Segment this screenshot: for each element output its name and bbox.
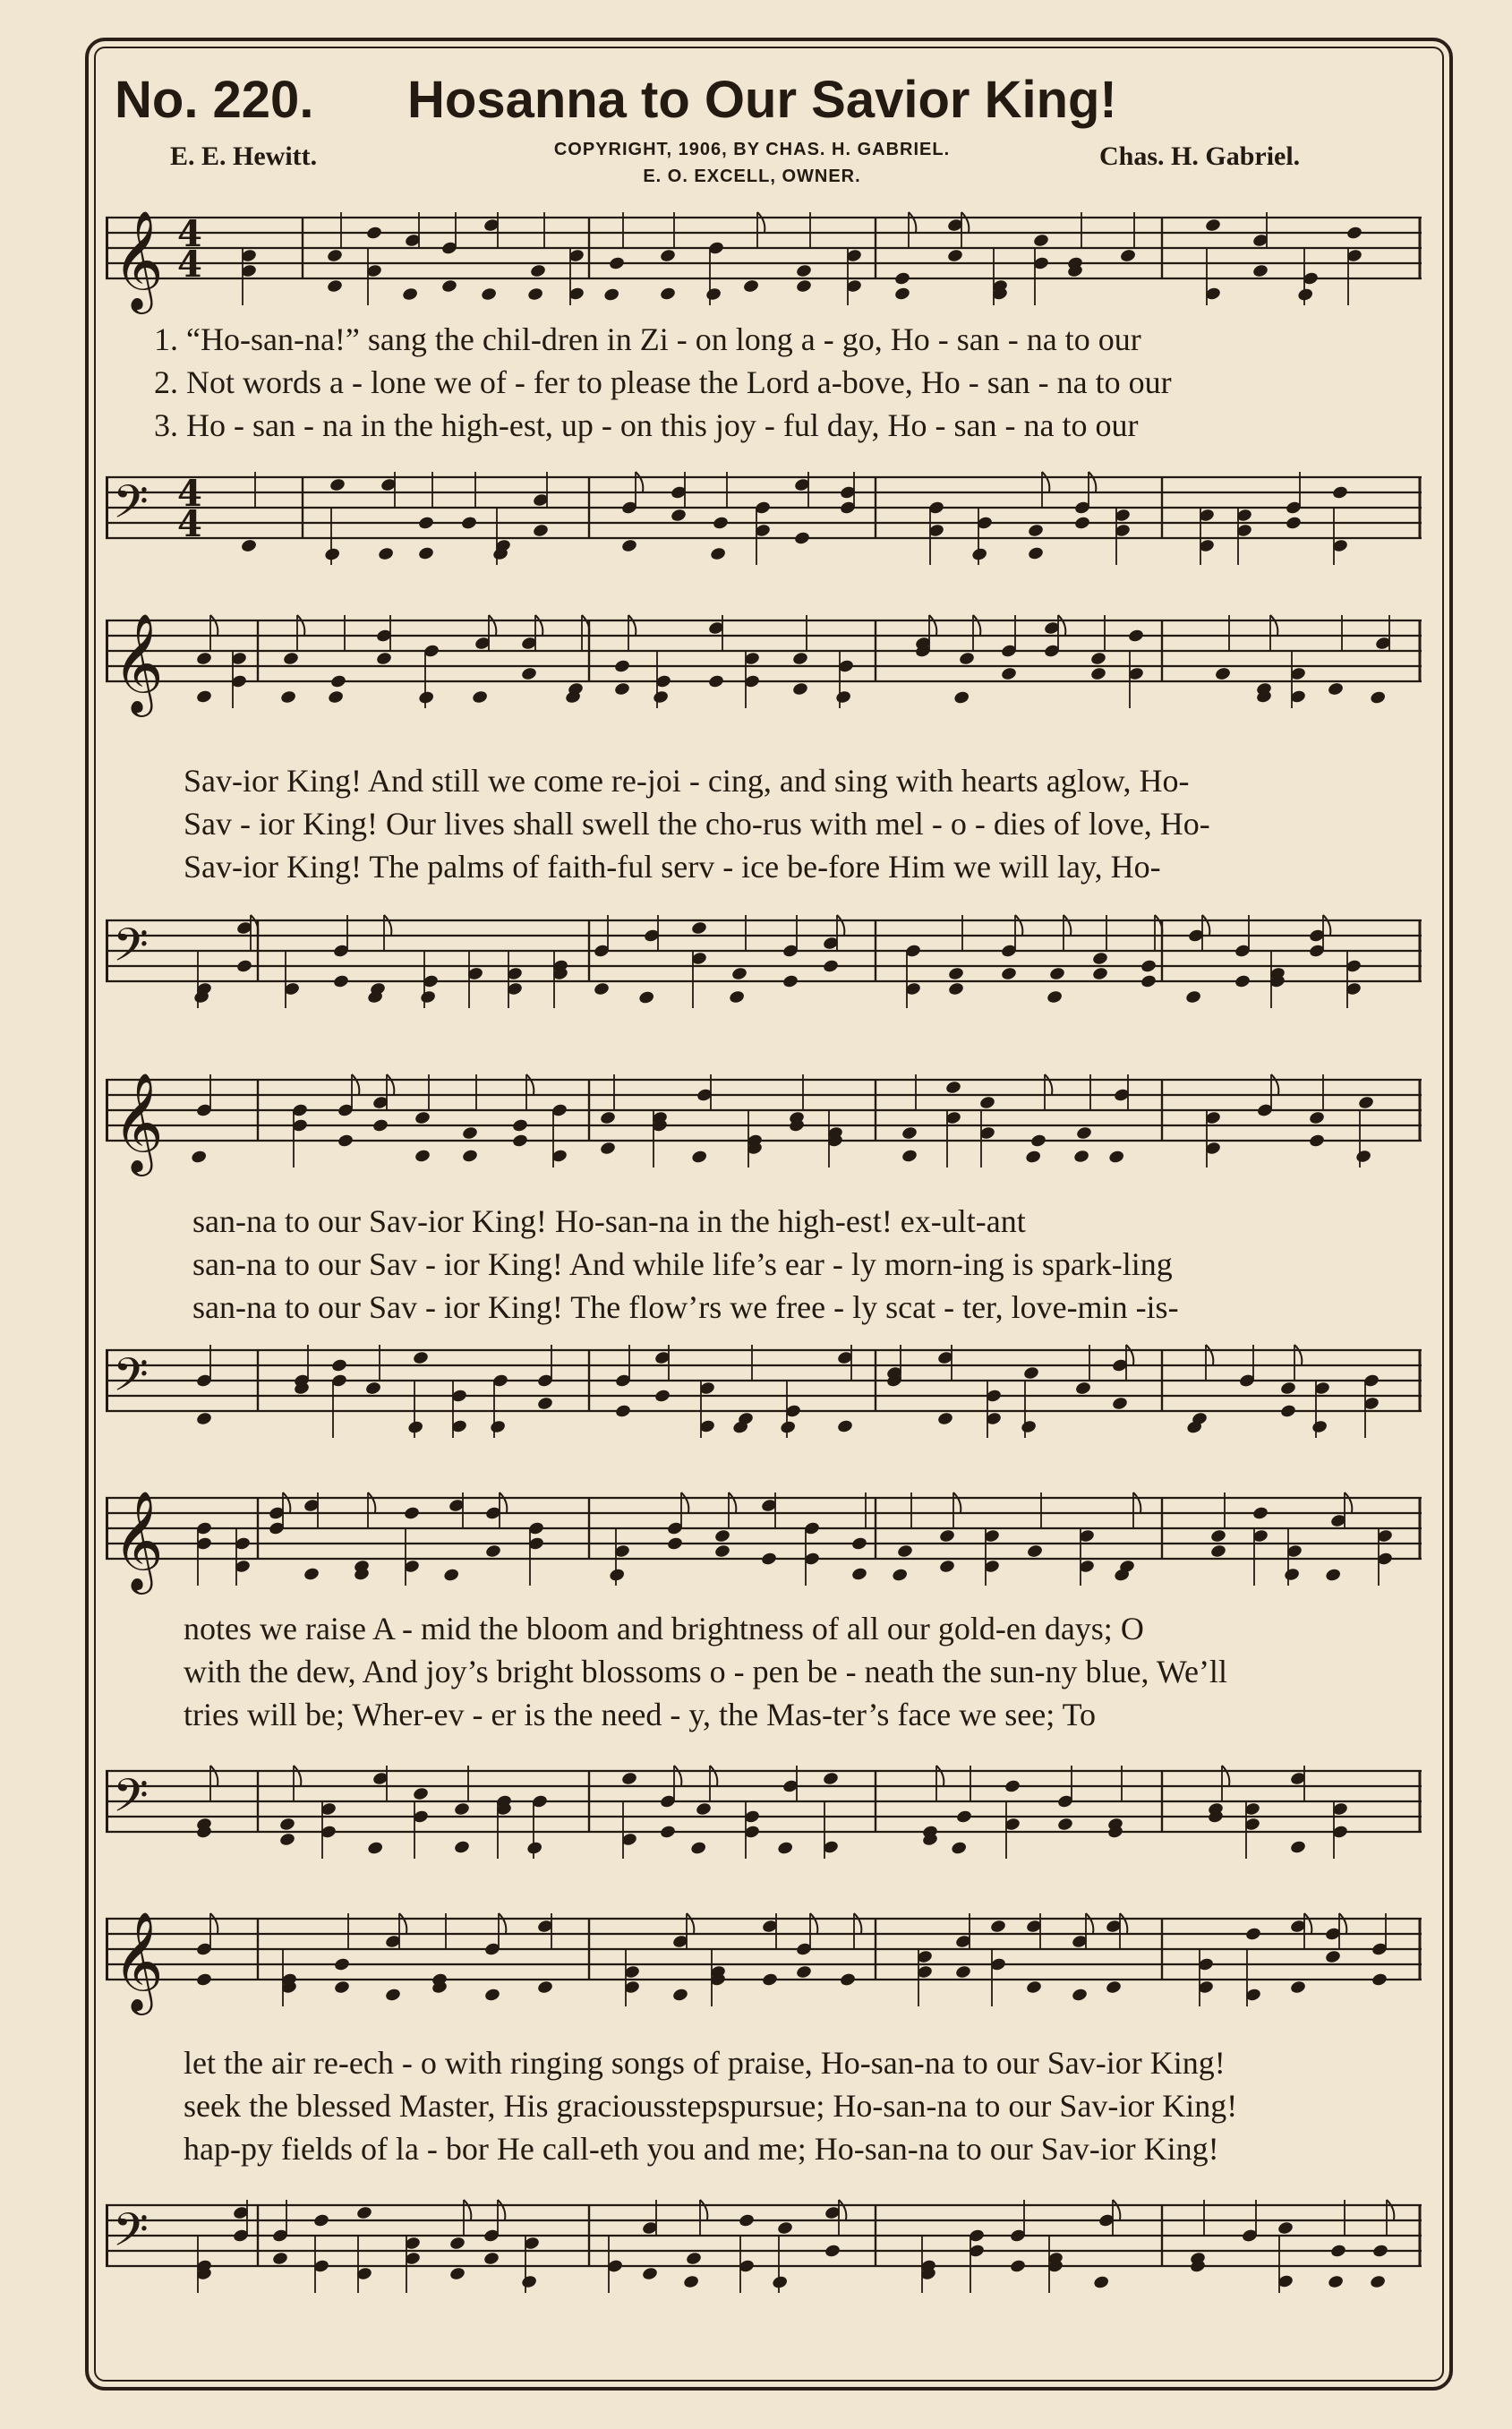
svg-text:4: 4: [177, 244, 202, 286]
svg-text:𝄢: 𝄢: [113, 2202, 149, 2268]
lyric-line: 2. Not words a - lone we of - fer to please the Lord a-bove, Ho - san - na to our: [154, 364, 1172, 400]
copyright-notice: [519, 136, 985, 190]
svg-text:𝄢: 𝄢: [113, 475, 149, 540]
treble-staff-graphic-1: [106, 192, 1422, 318]
bass-staff-graphic-4: [106, 1746, 1422, 1871]
lyrics-system-2: [184, 759, 1419, 888]
lyric-line: san-na to our Sav-ior King! Ho-san-na in the high-est! ex-ult-ant: [192, 1203, 1026, 1239]
bass-staff-graphic-1: [106, 452, 1422, 577]
svg-text:𝄞: 𝄞: [113, 1911, 164, 2011]
hymn-number: No. 220.: [115, 71, 314, 129]
author-credit: E. E. Hewitt.: [170, 141, 318, 171]
bass-staff-graphic-5: [106, 2180, 1422, 2305]
svg-text:𝄢: 𝄢: [113, 1768, 149, 1834]
bass-staff-3: [106, 1325, 1422, 1450]
copyright-line-1: COPYRIGHT, 1906, BY CHAS. H. GABRIEL.: [553, 140, 951, 159]
lyric-line: notes we raise A - mid the bloom and brightness of all our gold-en days; O: [184, 1611, 1144, 1646]
treble-staff-graphic-4: [106, 1473, 1422, 1598]
composer-credit: Chas. H. Gabriel.: [1099, 141, 1301, 171]
svg-text:𝄞: 𝄞: [113, 612, 164, 713]
treble-staff-1: [106, 192, 1422, 318]
lyrics-system-1: [154, 318, 1389, 447]
lyric-line: tries will be; Wher-ev - er is the need - y, the Mas-ter’s face we see; To: [184, 1697, 1097, 1732]
copyright-line-2: E. O. EXCELL, OWNER.: [643, 167, 861, 186]
lyric-line: Sav-ior King! The palms of faith-ful serv - ice be-fore Him we will lay, Ho-: [184, 849, 1161, 885]
lyric-line: san-na to our Sav - ior King! And while life’s ear - ly morn-ing is spark-ling: [192, 1246, 1173, 1282]
lyrics-system-5: [184, 2041, 1419, 2170]
svg-text:𝄞: 𝄞: [113, 210, 164, 310]
lyrics-system-3: [192, 1200, 1428, 1329]
svg-text:𝄢: 𝄢: [113, 1347, 149, 1413]
lyric-line: 3. Ho - san - na in the high-est, up - on this joy - ful day, Ho - san - na to our: [154, 407, 1139, 443]
lyric-line: san-na to our Sav - ior King! The flow’rs we free - ly scat - ter, love-min -is-: [192, 1289, 1179, 1325]
treble-staff-graphic-2: [106, 595, 1422, 721]
svg-text:𝄞: 𝄞: [113, 1490, 164, 1590]
bass-staff-1: [106, 452, 1422, 577]
hymn-title: Hosanna to Our Savior King!: [407, 71, 1117, 129]
bass-staff-graphic-2: [106, 895, 1422, 1021]
treble-staff-2: [106, 595, 1422, 721]
treble-staff-graphic-3: [106, 1055, 1422, 1180]
lyric-line: seek the blessed Master, His graciousstepspursue; Ho-san-na to our Sav-ior King!: [184, 2088, 1238, 2124]
svg-text:𝄢: 𝄢: [113, 918, 149, 983]
lyric-line: 1. “Ho-san-na!” sang the chil-dren in Zi - on long a - go, Ho - san - na to our: [154, 321, 1141, 357]
svg-text:4: 4: [177, 473, 202, 515]
lyrics-system-4: [184, 1607, 1419, 1736]
svg-text:4: 4: [177, 503, 202, 545]
lyric-line: hap-py fields of la - bor He call-eth you and me; Ho-san-na to our Sav-ior King!: [184, 2131, 1219, 2167]
treble-staff-4: [106, 1473, 1422, 1598]
treble-staff-graphic-5: [106, 1894, 1422, 2019]
svg-text:𝄞: 𝄞: [113, 1072, 164, 1172]
lyric-line: Sav-ior King! And still we come re-joi - cing, and sing with hearts aglow, Ho-: [184, 763, 1190, 799]
bass-staff-4: [106, 1746, 1422, 1871]
lyric-line: with the dew, And joy’s bright blossoms o - pen be - neath the sun-ny blue, We’ll: [184, 1654, 1227, 1689]
bass-staff-5: [106, 2180, 1422, 2305]
svg-text:4: 4: [177, 213, 202, 255]
bass-staff-graphic-3: [106, 1325, 1422, 1450]
lyric-line: Sav - ior King! Our lives shall swell the cho-rus with mel - o - dies of love, Ho-: [184, 806, 1210, 842]
lyric-line: let the air re-ech - o with ringing songs of praise, Ho-san-na to our Sav-ior King!: [184, 2045, 1226, 2081]
bass-staff-2: [106, 895, 1422, 1021]
treble-staff-5: [106, 1894, 1422, 2019]
treble-staff-3: [106, 1055, 1422, 1180]
